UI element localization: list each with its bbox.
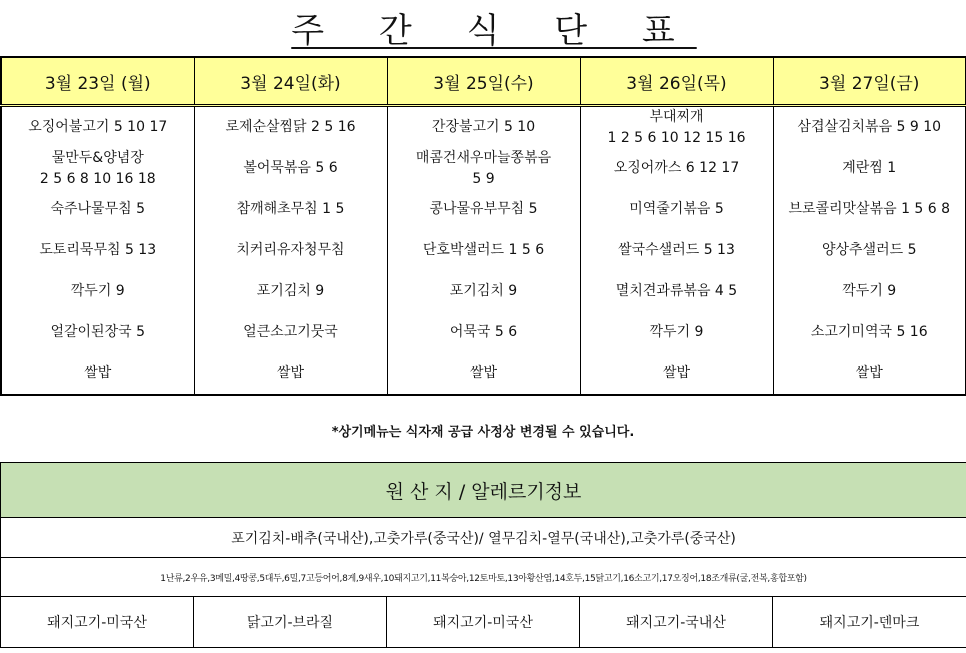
menu-item: 쌀국수샐러드 5 13 xyxy=(618,242,735,258)
date-header-tue: 3월 24일(화) xyxy=(194,57,387,106)
menu-item: 치커리유자청무침 xyxy=(236,242,345,258)
menu-item: 오징어불고기 5 10 17 xyxy=(28,119,168,135)
origin-allergy-table xyxy=(0,462,966,648)
menu-item: 간장불고기 5 10 xyxy=(431,119,536,135)
menu-item: 멸치견과류볶음 4 5 xyxy=(615,283,738,299)
menu-column-thu xyxy=(580,106,773,396)
menu-item: 쌀밥 xyxy=(84,365,112,381)
menu-item: 오징어까스 6 12 17 xyxy=(613,160,740,176)
menu-item: 깍두기 9 xyxy=(649,324,704,340)
kimchi-origin: 포기김치-배추(국내산),고춧가루(중국산)/ 열무김치-열무(국내산),고춧가루(중국산) xyxy=(1,518,966,558)
date-header-mon: 3월 23일 (월) xyxy=(1,57,194,106)
menu-item: 얼큰소고기뭇국 xyxy=(243,324,338,340)
menu-item: 미역줄기볶음 5 xyxy=(629,201,724,217)
title-text: 주 간 식 단 표 xyxy=(291,10,697,51)
menu-item: 참깨해초무침 1 5 xyxy=(236,201,345,217)
menu-item: 쌀밥 xyxy=(276,365,305,381)
menu-item: 어묵국 5 6 xyxy=(449,324,518,340)
menu-column-fri xyxy=(773,106,966,396)
origin-header: 원 산 지 / 알레르기정보 xyxy=(1,463,966,518)
menu-column-wed xyxy=(387,106,580,396)
menu-item: 볼어묵볶음 5 6 xyxy=(243,160,338,176)
menu-column-mon xyxy=(1,106,194,396)
date-header-thu: 3월 26일(목) xyxy=(580,57,773,106)
menu-change-notice: *상기메뉴는 식자재 공급 사정상 변경될 수 있습니다. xyxy=(331,424,635,440)
menu-column-tue xyxy=(194,106,387,396)
meat-origin-cell: 돼지고기-국내산 xyxy=(580,597,773,648)
menu-item: 단호박샐러드 1 5 6 xyxy=(422,242,545,258)
menu-item: 숙주나물무침 5 xyxy=(50,201,145,217)
menu-item: 소고기미역국 5 16 xyxy=(810,324,928,340)
menu-item: 포기김치 9 xyxy=(256,283,325,299)
menu-item: 도토리묵무침 5 13 xyxy=(39,242,157,258)
menu-item: 양상추샐러드 5 xyxy=(821,242,917,258)
menu-item: 부대찌개 1 2 5 6 10 12 15 16 xyxy=(607,108,746,146)
menu-item: 깍두기 9 xyxy=(70,283,125,299)
menu-item: 깍두기 9 xyxy=(842,283,897,299)
menu-item: 브로콜리맛살볶음 1 5 6 8 xyxy=(788,201,951,217)
meat-origin-cell: 닭고기-브라질 xyxy=(194,597,387,648)
menu-item: 쌀밥 xyxy=(662,365,691,381)
menu-item: 콩나물유부무침 5 xyxy=(429,201,538,217)
menu-item: 쌀밥 xyxy=(469,365,498,381)
menu-item: 로제순살찜닭 2 5 16 xyxy=(225,119,356,135)
date-header-fri: 3월 27일(금) xyxy=(773,57,966,106)
menu-item: 물만두&양념장 2 5 6 8 10 16 18 xyxy=(39,149,156,187)
meat-origin-cell: 돼지고기-미국산 xyxy=(1,597,194,648)
menu-item: 삼겹살김치볶음 5 9 10 xyxy=(797,119,942,135)
page-title xyxy=(0,0,966,54)
meat-origin-cell: 돼지고기-덴마크 xyxy=(773,597,966,648)
menu-item: 포기김치 9 xyxy=(449,283,518,299)
date-header-row xyxy=(1,57,966,106)
menu-item: 계란찜 1 xyxy=(842,160,897,176)
allergy-info: 1난류,2우유,3메밀,4땅콩,5대두,6밀,7고등어어,8게,9새우,10돼지고기,11복숭아,12토마토,13아황산염,14호두,15닭고기,16소고기,17오징어,18조개류(굴,전복,홍합포함) xyxy=(1,558,966,597)
weekly-menu-table xyxy=(0,56,966,396)
menu-item: 매콤건새우마늘쫑볶음 5 9 xyxy=(415,149,552,187)
menu-item: 얼갈이된장국 5 xyxy=(50,324,145,340)
meat-origin-cell: 돼지고기-미국산 xyxy=(387,597,580,648)
menu-item: 쌀밥 xyxy=(855,365,883,381)
date-header-wed: 3월 25일(수) xyxy=(387,57,580,106)
